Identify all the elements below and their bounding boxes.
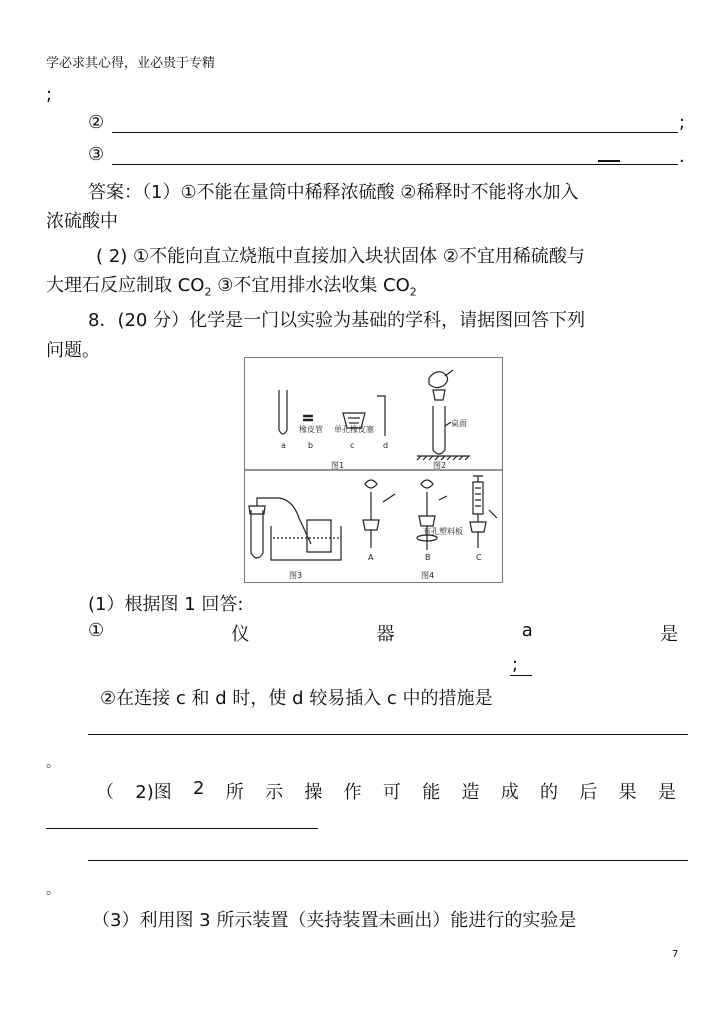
label-fig4: 图4	[421, 571, 435, 580]
sub2-char: 能	[422, 782, 441, 803]
experiment-figure	[244, 357, 503, 583]
label-rubber-tube: 橡皮管	[299, 425, 323, 434]
question8-line1: 8．(20 分）化学是一门以实验为基础的学科，请据图回答下列	[88, 310, 586, 331]
sub2-end: 。	[46, 882, 60, 898]
answer-blank-3[interactable]	[112, 164, 678, 165]
answer-blank-2[interactable]	[112, 132, 678, 133]
item3-end: .	[679, 146, 685, 167]
answer-part1-line1: （1）①不能在量筒中稀释浓硫酸 ②稀释时不能将水加入	[142, 182, 579, 203]
sub1-intro: (1）根据图 1 回答:	[88, 594, 244, 615]
sub2-char: 作	[343, 782, 362, 803]
subscript-2a: 2	[204, 285, 212, 299]
sub2-char: 后	[579, 782, 598, 803]
label-b: b	[308, 441, 314, 450]
header-motto: 学必求其心得，业必贵于专精	[46, 56, 216, 71]
label-A: A	[368, 553, 374, 562]
answer-part1-line2: 浓硫酸中	[46, 211, 118, 232]
sub1-q1-blank[interactable]	[510, 675, 532, 676]
answer-part2-line1: ( 2) ①不能向直立烧瓶中直接加入块状固体 ②不宜用稀硫酸与	[96, 246, 585, 267]
label-B: B	[425, 553, 431, 562]
sub2-char: 2	[193, 778, 205, 799]
answer-part2-line2	[46, 271, 417, 299]
sub1-q1-char: 是	[659, 624, 678, 645]
sub2-char: 果	[618, 782, 637, 803]
sub2-row	[96, 778, 676, 804]
item2-number: ②	[88, 112, 105, 133]
sub1-q1-row	[88, 620, 678, 646]
sub2-char: 所	[225, 782, 244, 803]
answer-line-1	[88, 178, 578, 204]
sub2-blank-1[interactable]	[46, 828, 318, 829]
label-stopper: 单孔橡皮塞	[334, 425, 374, 434]
sub2-blank-2[interactable]	[88, 860, 688, 861]
sub2-char: 操	[304, 782, 323, 803]
sub1-q1-char: a	[521, 620, 533, 641]
subscript-2b: 2	[409, 285, 417, 299]
sub1-q2-end: 。	[46, 755, 60, 771]
sub2-char: 2)图	[135, 782, 172, 803]
sub1-q1-char: ①	[88, 620, 105, 641]
item2-end: ;	[679, 112, 686, 133]
sub2-char: 造	[461, 782, 480, 803]
answer-label: 答案：	[88, 182, 142, 203]
page-number: 7	[672, 949, 679, 960]
label-fig2: 图2	[433, 461, 447, 470]
sub2-char: 是	[657, 782, 676, 803]
sub1-q1-char: 器	[376, 624, 395, 645]
label-desk: 桌面	[451, 419, 467, 428]
label-d: d	[383, 441, 389, 450]
apparatus-diagram	[245, 358, 502, 582]
sub1-q2: ②在连接 c 和 d 时，使 d 较易插入 c 中的措施是	[100, 688, 493, 709]
label-c: c	[350, 441, 355, 450]
sub2-char: 的	[540, 782, 559, 803]
sub2-char: 示	[265, 782, 284, 803]
label-a: a	[281, 441, 286, 450]
semicolon: ;	[46, 84, 53, 105]
sub1-q1-char: 仪	[231, 624, 250, 645]
sub1-q1-end: ;	[512, 654, 519, 675]
sub2-char: 成	[500, 782, 519, 803]
item3-number: ③	[88, 144, 105, 165]
sub2-char: （	[96, 782, 114, 803]
sub2-char: 可	[382, 782, 401, 803]
label-plate: 有孔塑料板	[423, 527, 463, 536]
answer-part2-text-b: ③不宜用排水法收集 CO	[211, 275, 410, 296]
label-fig1: 图1	[331, 461, 345, 470]
question8-line2: 问题。	[46, 340, 100, 361]
label-fig3: 图3	[289, 571, 303, 580]
sub1-q2-blank[interactable]	[88, 734, 688, 735]
sub3-text: （3）利用图 3 所示装置（夹持装置未画出）能进行的实验是	[92, 910, 577, 931]
blank-mark	[598, 160, 620, 162]
label-C: C	[476, 553, 482, 562]
answer-part2-text-a: 大理石反应制取 CO	[46, 275, 205, 296]
